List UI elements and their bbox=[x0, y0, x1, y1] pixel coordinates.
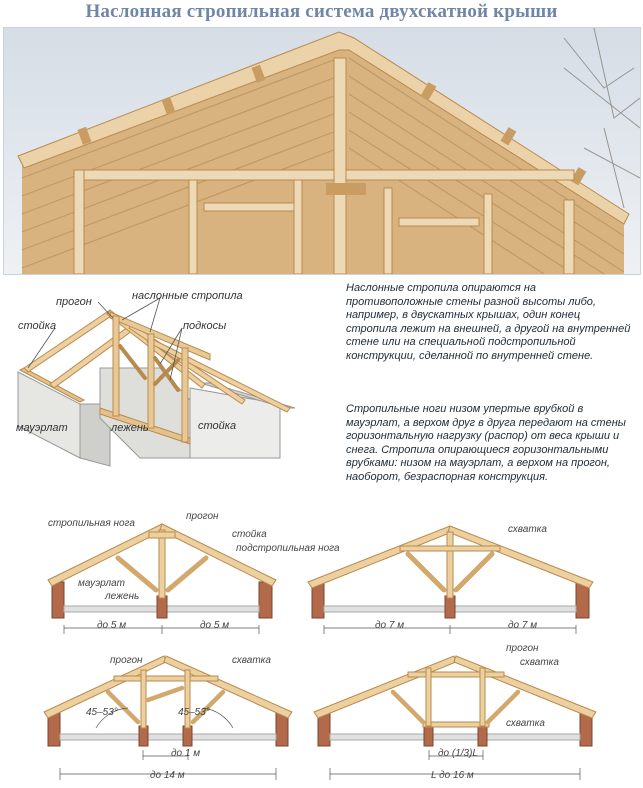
d2-label-skhvatka: схватка bbox=[508, 524, 547, 535]
label-stoyka: стойка bbox=[18, 320, 57, 332]
d3-dim-total: до 14 м bbox=[150, 770, 185, 781]
d3-dim-mid: до 1 м bbox=[171, 748, 201, 759]
d4-label-progon: прогон bbox=[506, 643, 539, 654]
d4-dim-mid: до (1/3)L bbox=[438, 748, 478, 759]
d2-dim-left: до 7 м bbox=[375, 620, 405, 631]
scheme-4-span-16m bbox=[308, 650, 604, 785]
scheme-3-span-14m bbox=[38, 650, 298, 785]
label-podkosy: подкосы bbox=[183, 320, 227, 332]
d1-label-podstropilnaya: подстропильная нога bbox=[236, 543, 340, 554]
d3-angle-left: 45–53° bbox=[86, 707, 118, 718]
paragraph-1: Наслонные стропила опираются на противоположные стены разной высоты либо, например, в двускатных крышах, один конец стропила лежит на внешней, а другой на внутренней стене или на специальной подстропильной конструкции, сделанной по внутренней стене. bbox=[346, 282, 631, 362]
d4-label-skhvatka-top: схватка bbox=[520, 657, 559, 668]
d1-label-stropilnaya-noga: стропильная нога bbox=[48, 518, 135, 529]
scheme-2-two-spans-7m bbox=[304, 520, 600, 640]
roof-frame-photo bbox=[3, 27, 641, 275]
d1-label-mauerlat: мауэрлат bbox=[78, 578, 125, 589]
d4-dim-total: L до 16 м bbox=[431, 770, 474, 781]
d1-label-lezhen: лежень bbox=[105, 591, 140, 602]
d3-angle-right: 45–53° bbox=[178, 707, 210, 718]
d4-label-skhvatka-bottom: схватка bbox=[506, 718, 545, 729]
label-stoyka-2: стойка bbox=[198, 420, 237, 432]
d1-label-progon: прогон bbox=[186, 511, 219, 522]
paragraph-2: Стропильные ноги низом упертые врубкой в мауэрлат, а верхом друг в друга передают на стены горизонтальную нагрузку (распор) от веса крыши и снега. Стропила опирающиеся горизонтальными врубками: низом на мауэрлат, а верхом на прогон, наоборот, безраспорная конструкция. bbox=[346, 403, 626, 483]
d2-dim-right: до 7 м bbox=[508, 620, 538, 631]
label-progon: прогон bbox=[56, 296, 92, 308]
isometric-roof-diagram bbox=[10, 288, 310, 468]
label-lezhen: лежень bbox=[111, 422, 149, 434]
d1-dim-right: до 5 м bbox=[200, 620, 230, 631]
d3-label-progon: прогон bbox=[110, 655, 143, 666]
label-naslonnye-stropila: наслонные стропила bbox=[132, 290, 243, 302]
page-title: Наслонная стропильная система двухскатной крыши bbox=[85, 1, 558, 22]
d1-label-stoyka: стойка bbox=[232, 529, 267, 540]
d3-label-skhvatka: схватка bbox=[232, 655, 271, 666]
label-mauerlat: мауэрлат bbox=[16, 422, 68, 434]
d1-dim-left: до 5 м bbox=[97, 620, 127, 631]
